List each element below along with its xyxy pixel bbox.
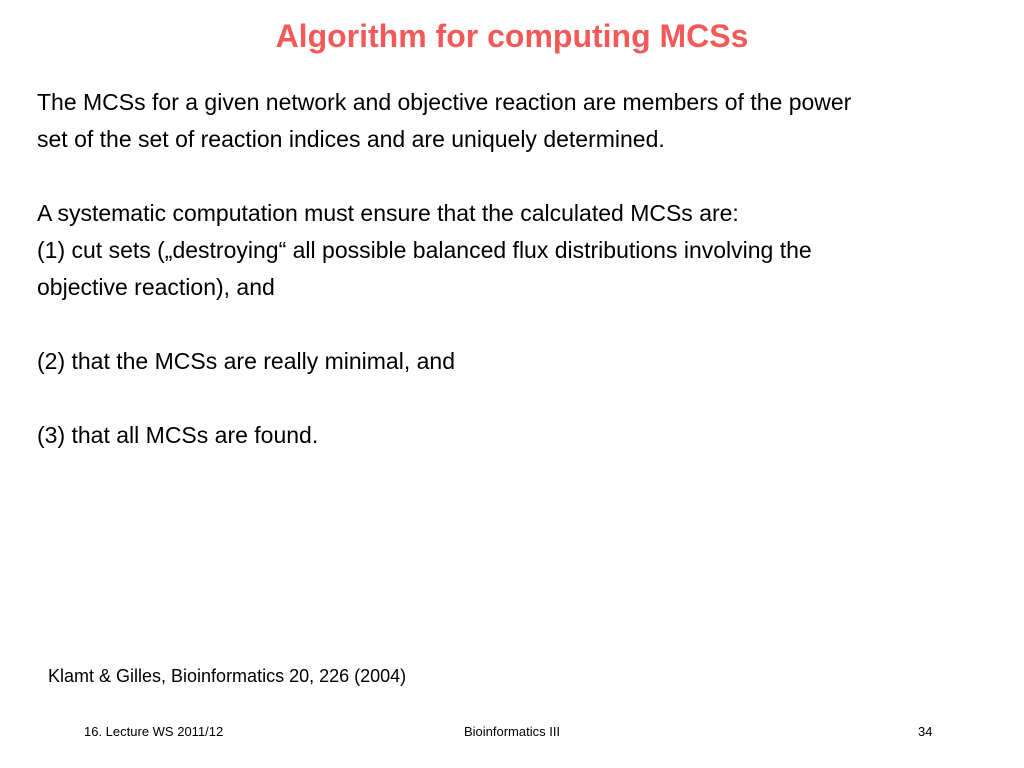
spacer [37, 306, 987, 343]
page-number: 34 [918, 724, 933, 739]
spacer [37, 158, 987, 195]
body-line-4: (1) cut sets („destroying“ all possible balanced flux distributions involving the [37, 237, 812, 263]
citation: Klamt & Gilles, Bioinformatics 20, 226 (2004) [48, 666, 407, 686]
slide-title: Algorithm for computing MCSs [275, 18, 749, 54]
body-line-1: The MCSs for a given network and objective reaction are members of the power [37, 89, 852, 115]
body-line-5: objective reaction), and [37, 274, 275, 300]
body-line-2: set of the set of reaction indices and are uniquely determined. [37, 126, 665, 152]
slide-body [37, 84, 987, 454]
body-line-6: (2) that the MCSs are really minimal, and [37, 348, 455, 374]
body-line-7: (3) that all MCSs are found. [37, 422, 319, 448]
spacer [37, 380, 987, 417]
footer-course: Bioinformatics III [463, 724, 561, 739]
body-line-3: A systematic computation must ensure that the calculated MCSs are: [37, 200, 739, 226]
footer-lecture: 16. Lecture WS 2011/12 [84, 724, 224, 739]
